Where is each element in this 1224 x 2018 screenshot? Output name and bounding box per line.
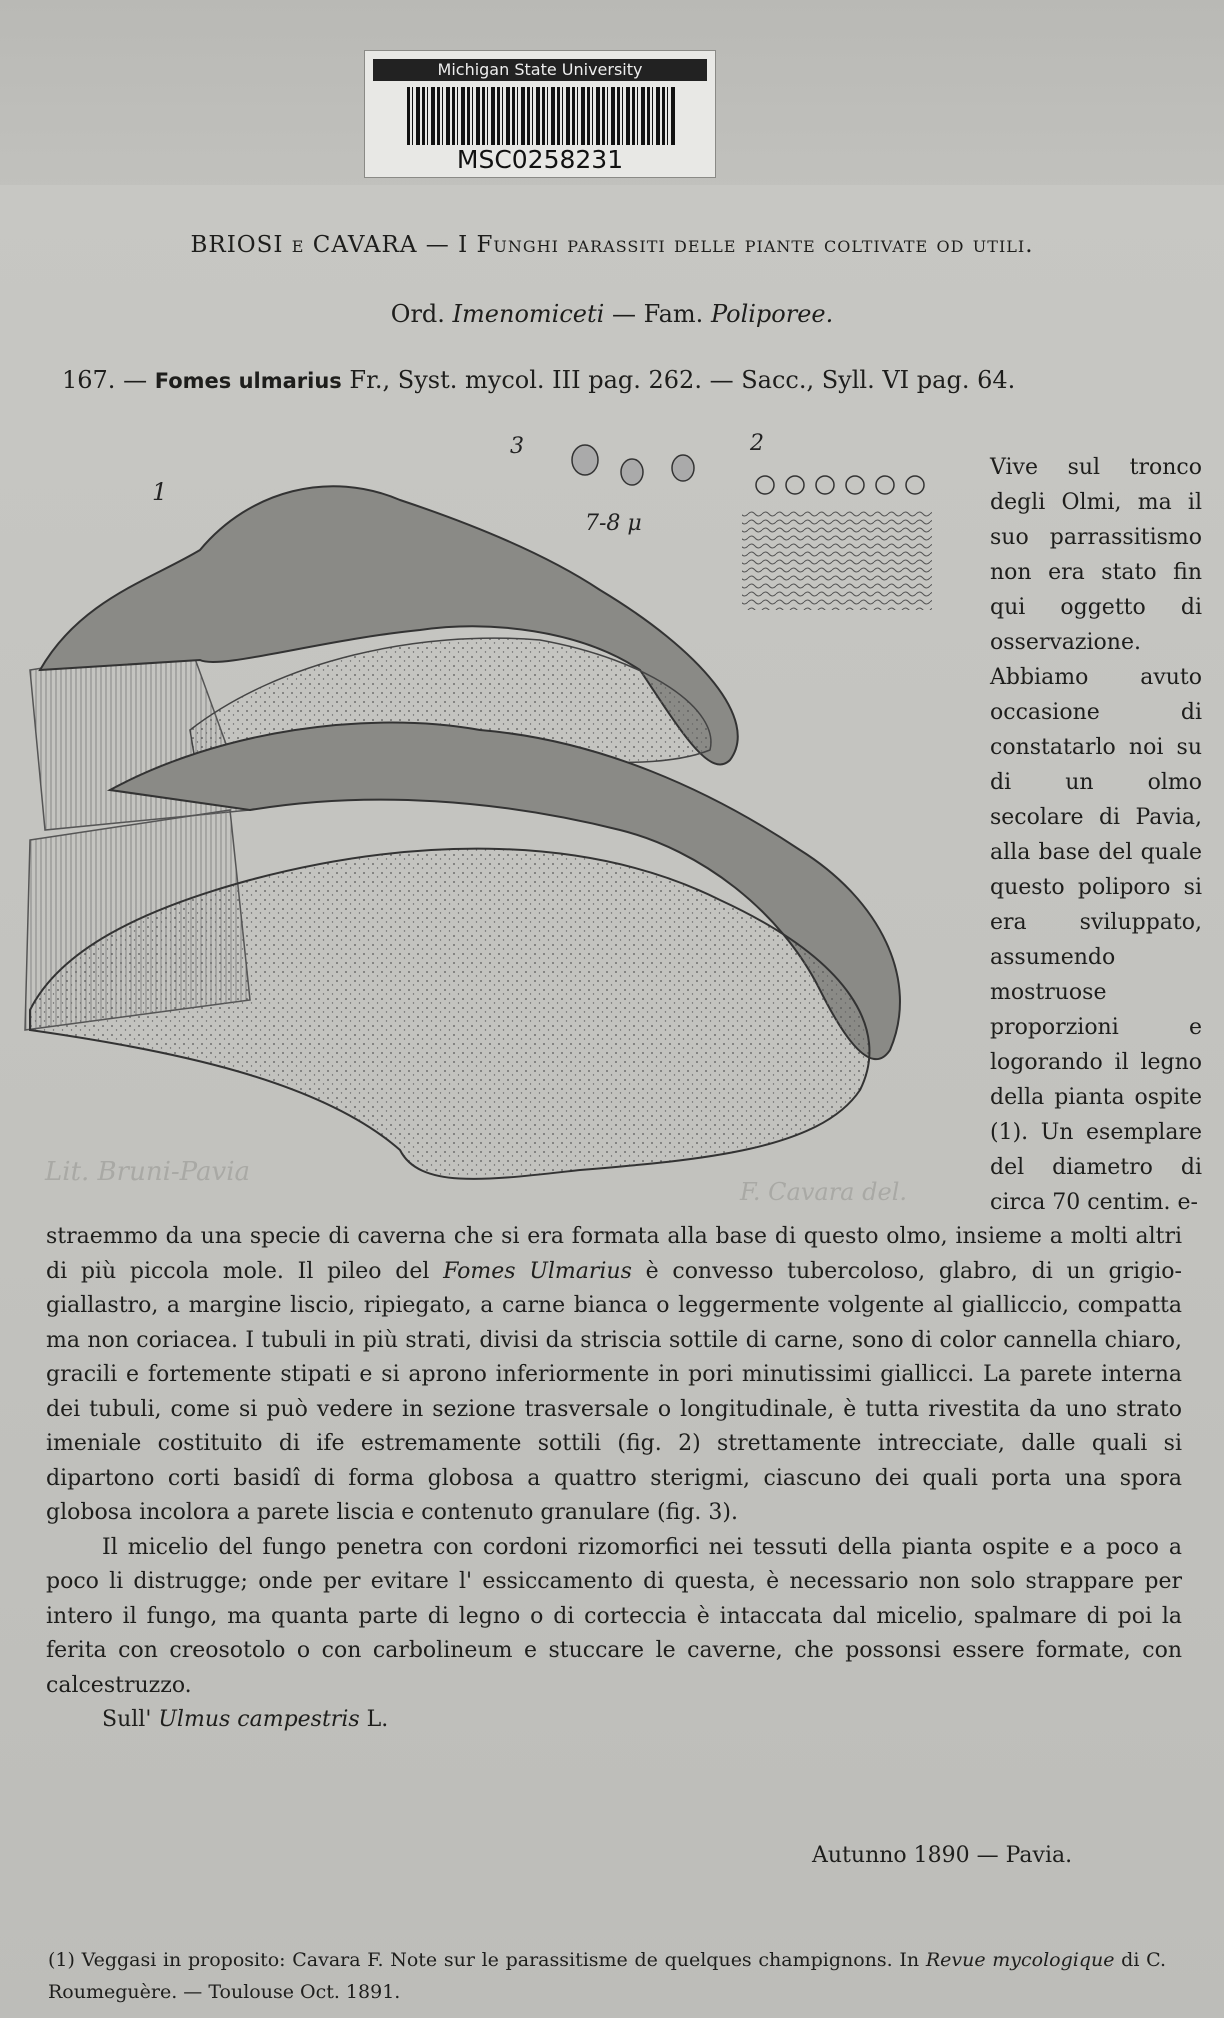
hymenium-section bbox=[742, 510, 932, 610]
spore bbox=[672, 455, 694, 481]
footnote: (1) Veggasi in proposito: Cavara F. Note sur le parassitisme de quelques champignons. In Revue mycologique di C. Roumeguère. — Toulouse Oct. 1891. bbox=[48, 1949, 1167, 2003]
basidia bbox=[756, 476, 924, 494]
artist-signature: F. Cavara del. bbox=[740, 1178, 907, 1206]
paragraph-1: straemmo da una specie di caverna che si era formata alla base di questo olmo, insieme a molti altri di più piccola mole. Il pileo del Fomes Ulmarius è convesso tubercoloso, glabro, di un grigio-giallastro, a margine liscio, ripiegato, a carne bianca o leggermente volgente al gialliccio, compatta ma non coriacea. I tubuli in più strati, divisi da striscia sottile di carne, sono di color cannella chiaro, gracili e fortemente stipati e si aprono inferiormente in pori minutissimi giallicci. La parete interna dei tubuli, come si può vedere in sezione trasversale o longitudinale, è tutta rivestita da uno strato imeniale costituito di ife estremamente sottili (fig. 2) strettamente intrecciate, dalle quali si dipartono corti basidî di forma globosa a quattro sterigmi, ciascuno dei quali porta una spora globosa incolora a parete liscia e contenuto granulare (fig. 3). bbox=[46, 1224, 1182, 1525]
series-title: I Funghi parassiti delle piante coltivate od utili. bbox=[458, 232, 1034, 258]
spore bbox=[572, 445, 598, 475]
order-name: Imenomiceti bbox=[452, 300, 605, 328]
fig-1-label: 1 bbox=[152, 478, 168, 506]
series-header bbox=[0, 232, 1224, 258]
spore-size-label: 7-8 μ bbox=[585, 511, 642, 536]
species-name: Fomes ulmarius bbox=[154, 369, 342, 393]
journal-name: Revue mycologique bbox=[925, 1949, 1115, 1971]
host-line: Sull' Ulmus campestris L. bbox=[102, 1707, 389, 1732]
order-dash: — bbox=[611, 300, 636, 328]
order-line bbox=[0, 300, 1224, 328]
species-dash: — bbox=[123, 366, 148, 394]
family-name: Poliporee. bbox=[710, 300, 834, 328]
fungus-illustration bbox=[20, 430, 980, 1220]
body-text bbox=[46, 1220, 1182, 1738]
barcode-id: MSC0258231 bbox=[456, 145, 624, 174]
spore bbox=[621, 459, 643, 485]
fig-3-label: 3 bbox=[510, 434, 524, 459]
family-label: Fam. bbox=[643, 300, 704, 328]
header-conj: e bbox=[291, 232, 305, 258]
header-author-1: BRIOSI bbox=[190, 232, 284, 258]
fig-2-label: 2 bbox=[750, 431, 764, 456]
institution-name: Michigan State University bbox=[373, 59, 707, 81]
lithographer-signature: Lit. Bruni-Pavia bbox=[45, 1157, 251, 1187]
signoff: Autunno 1890 — Pavia. bbox=[812, 1843, 1073, 1868]
species-citation: Fr., Syst. mycol. III pag. 262. — Sacc., Syll. VI pag. 64. bbox=[349, 366, 1016, 394]
header-author-2: CAVARA bbox=[312, 232, 418, 258]
host-name: Ulmus campestris bbox=[158, 1707, 360, 1732]
species-line bbox=[62, 366, 1015, 394]
barcode-label bbox=[364, 50, 716, 178]
species-ref: Fomes Ulmarius bbox=[443, 1258, 632, 1284]
paragraph-2: Il micelio del fungo penetra con cordoni rizomorfici nei tessuti della pianta ospite e a poco a poco li distrugge; onde per evitare l' essiccamento di questa, è necessario non solo strappare per intero il fungo, ma quanta parte di legno o di corteccia è intaccata dal micelio, spalmare di poi la ferita con creosotolo o con carbolineum e stuccare le caverne, che possonsi essere formate, con calcestruzzo. bbox=[46, 1534, 1182, 1698]
side-column-text: Vive sul tronco degli Olmi, ma il suo parrassitismo non era stato fin qui oggetto di osservazione. Abbiamo avuto occasione di constatarlo noi su di un olmo secolare di Pavia, alla base del quale questo poliporo si era sviluppato, assumendo mostruose proporzioni e logorando il legno della pianta ospite (1). Un esemplare del diametro di circa 70 centim. e- bbox=[990, 455, 1202, 1215]
species-number: 167. bbox=[62, 366, 116, 394]
header-dash: — bbox=[425, 232, 450, 258]
barcode-icon bbox=[407, 87, 675, 145]
order-label: Ord. bbox=[390, 300, 445, 328]
